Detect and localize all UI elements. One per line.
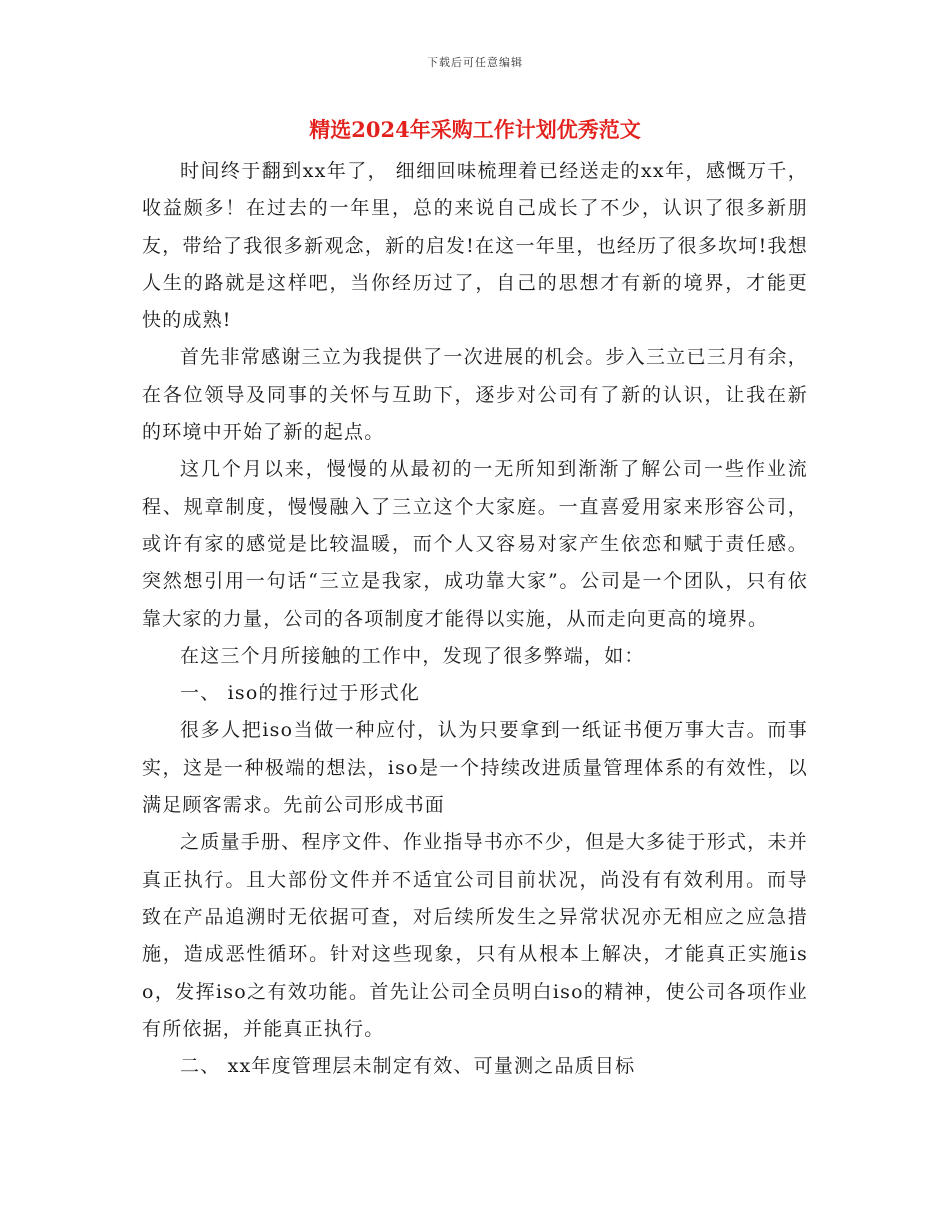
document-body <box>142 153 808 1085</box>
document-title: 精选2024年采购工作计划优秀范文 <box>309 117 641 142</box>
paragraph-iso-documents: 之质量手册、程序文件、作业指导书亦不少，但是大多徒于形式，未并真正执行。且大部份文件并不适宜公司目前状况，尚没有有效利用。而导致在产品追溯时无依据可查，对后续所发生之异常状况亦无相应之应急措施，造成恶性循环。针对这些现象，只有从根本上解决，才能真正实施iso，发挥iso之有效功能。首先让公司全员明白iso的精神，使公司各项作业有所依据，并能真正执行。 <box>142 831 808 1040</box>
paragraph-iso-attitude: 很多人把iso当做一种应付，认为只要拿到一纸证书便万事大吉。而事实，这是一种极端的想法，iso是一个持续改进质量管理体系的有效性，以满足顾客需求。先前公司形成书面 <box>142 719 808 817</box>
paragraph-months: 这几个月以来，慢慢的从最初的一无所知到渐渐了解公司一些作业流程、规章制度，慢慢融入了三立这个大家庭。一直喜爱用家来形容公司，或许有家的感觉是比较温暖，而个人又容易对家产生依恋和赋于责任感。突然想引用一句话“三立是我家，成功靠大家”。公司是一个团队，只有依靠大家的力量，公司的各项制度才能得以实施，从而走向更高的境界。 <box>142 458 808 630</box>
section-heading-iso: 一、 iso的推行过于形式化 <box>180 682 421 705</box>
section-heading-quality-goals: 二、 xx年度管理层未制定有效、可量测之品质目标 <box>180 1055 636 1078</box>
paragraph-thanks: 首先非常感谢三立为我提供了一次进展的机会。步入三立已三月有余，在各位领导及同事的关怀与互助下，逐步对公司有了新的认识，让我在新的环境中开始了新的起点。 <box>142 346 808 444</box>
header-note: 下载后可任意编辑 <box>427 56 523 69</box>
paragraph-intro: 时间终于翻到xx年了， 细细回味梳理着已经送走的xx年，感慨万千，收益颇多！在过去的一年里，总的来说自己成长了不少，认识了很多新朋友，带给了我很多新观念，新的启发!在这一年里，也经历了很多坎坷!我想人生的路就是这样吧，当你经历过了，自己的思想才有新的境界，才能更快的成熟! <box>142 160 808 332</box>
paragraph-issues-intro: 在这三个月所接触的工作中，发现了很多弊端，如： <box>180 644 645 667</box>
